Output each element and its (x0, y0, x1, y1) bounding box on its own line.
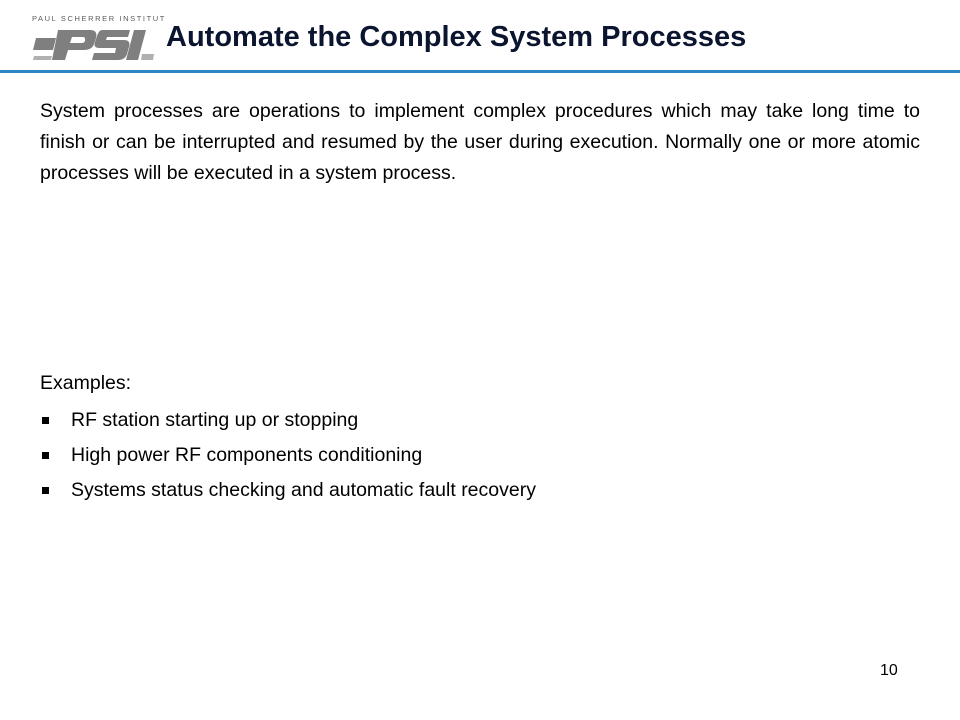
list-item-text: High power RF components conditioning (71, 444, 423, 466)
list-item (40, 438, 536, 473)
list-item-text: Systems status checking and automatic fault recovery (71, 479, 536, 501)
square-bullet-icon (42, 417, 49, 424)
header-divider (0, 70, 960, 73)
list-item (40, 473, 536, 508)
slide-title: Automate the Complex System Processes (166, 21, 747, 53)
examples-heading: Examples: (40, 372, 132, 394)
square-bullet-icon (42, 452, 49, 459)
logo-caption: PAUL SCHERRER INSTITUT (32, 14, 166, 23)
psi-logo-mark-icon (32, 26, 156, 62)
slide-header (0, 0, 960, 74)
list-item-text: RF station starting up or stopping (71, 409, 359, 431)
square-bullet-icon (42, 487, 49, 494)
examples-list (40, 403, 536, 508)
intro-paragraph: System processes are operations to implement complex procedures which may take long time to finish or can be interrupted and resumed by the user during execution. Normally one or more atomic processes will be executed in a system process. (40, 100, 920, 184)
psi-logo (32, 14, 166, 62)
list-item (40, 403, 536, 438)
page-number: 10 (880, 662, 898, 679)
